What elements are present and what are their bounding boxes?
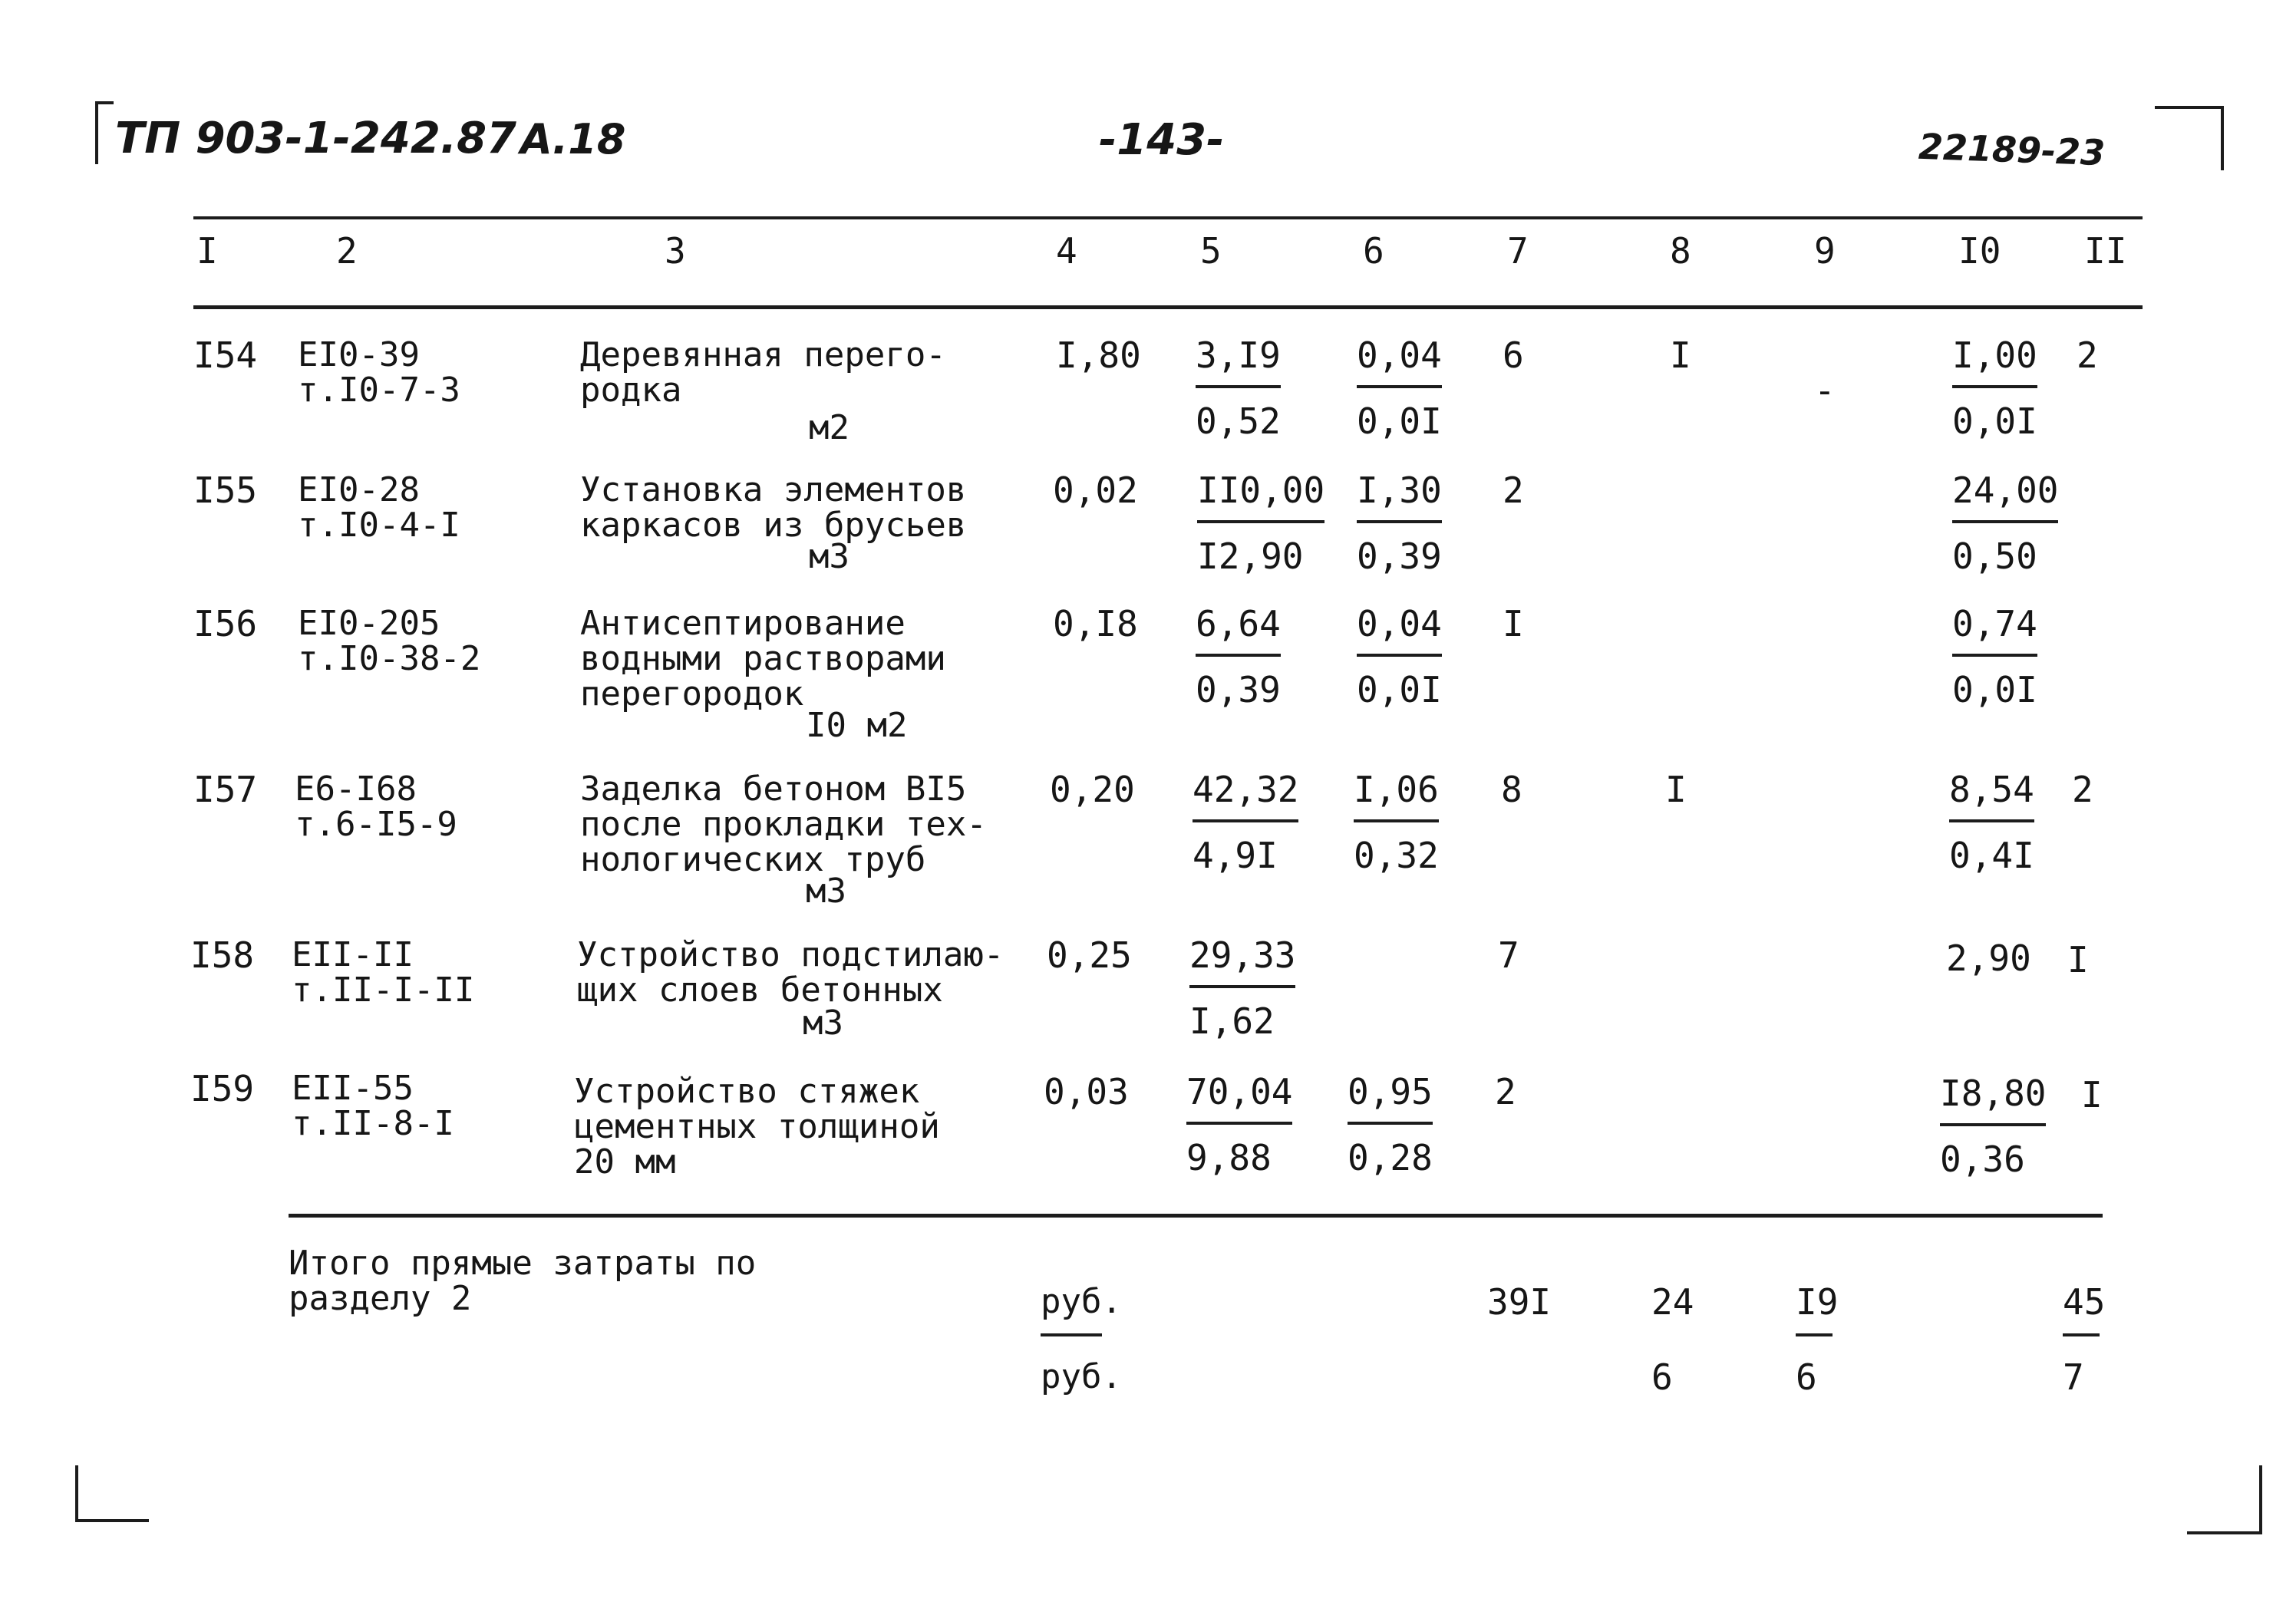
total-col9-top: I9 xyxy=(1796,1281,1839,1323)
norm-table-ref: т.6-I5-9 xyxy=(295,805,457,844)
col7-value: I xyxy=(1503,603,1524,644)
norm-table-ref: т.I0-4-I xyxy=(298,506,460,545)
row-number: I56 xyxy=(193,603,258,644)
norm-code: EII-II xyxy=(292,935,414,974)
work-description: Деревянная перего- родка xyxy=(580,335,946,410)
col7-value: 2 xyxy=(1503,470,1524,511)
measure-unit: м3 xyxy=(803,1004,843,1043)
total-col8-bottom: 6 xyxy=(1651,1356,1673,1398)
total-col9-bottom: 6 xyxy=(1796,1356,1817,1398)
col10-fraction: 8,54 0,4I xyxy=(1949,769,2034,876)
col7-value: 2 xyxy=(1495,1071,1516,1112)
header-bottom-rule xyxy=(193,305,2143,309)
archive-number: 22189-23 xyxy=(1918,125,2106,174)
total-unit-sep xyxy=(1041,1333,1102,1336)
work-description: Установка элементов каркасов из брусьев xyxy=(580,470,967,545)
work-description: Антисептирование водными растворами перегородок xyxy=(580,604,946,714)
col6-fraction: I,06 0,32 xyxy=(1354,769,1439,876)
norm-code: EI0-39 xyxy=(298,335,420,374)
row-number: I54 xyxy=(193,335,258,376)
frame-corner-bottom-left xyxy=(75,1465,78,1521)
quantity: 0,20 xyxy=(1050,769,1135,810)
header-top-rule xyxy=(193,216,2143,219)
col10-fraction: 0,74 0,0I xyxy=(1952,603,2037,710)
row-number: I59 xyxy=(190,1068,255,1109)
norm-table-ref: т.II-8-I xyxy=(292,1104,454,1143)
col11-value: I xyxy=(2081,1074,2103,1116)
total-col9-sep xyxy=(1796,1333,1833,1336)
quantity: 0,I8 xyxy=(1053,603,1138,644)
col-header-2: 2 xyxy=(336,230,358,272)
col-header-8: 8 xyxy=(1670,230,1691,272)
quantity: 0,25 xyxy=(1047,934,1132,976)
row-number: I55 xyxy=(193,470,258,511)
row-number: I57 xyxy=(193,769,258,810)
col11-value: 2 xyxy=(2072,769,2093,810)
unit-cost-fraction: 70,04 9,88 xyxy=(1186,1071,1293,1178)
album-number: А.18 xyxy=(520,115,626,163)
col-header-1: I xyxy=(196,230,218,272)
work-description: Заделка бетоном BI5 после прокладки тех- нологических труб xyxy=(580,770,987,879)
frame-corner-top-left-h xyxy=(95,101,114,104)
unit-cost-fraction: II0,00 I2,90 xyxy=(1197,470,1325,577)
norm-code: EII-55 xyxy=(292,1069,414,1108)
col-header-6: 6 xyxy=(1363,230,1384,272)
col-header-7: 7 xyxy=(1507,230,1529,272)
norm-table-ref: т.I0-38-2 xyxy=(298,639,481,678)
row-number: I58 xyxy=(190,934,255,976)
total-unit-top: руб. xyxy=(1041,1282,1122,1321)
col11-value: I xyxy=(2067,939,2089,980)
col9-value: - xyxy=(1814,370,1836,411)
measure-unit: I0 м2 xyxy=(806,706,908,745)
frame-corner-top-right-v xyxy=(2221,106,2224,170)
measure-unit: м3 xyxy=(809,537,849,576)
col10-fraction: 24,00 0,50 xyxy=(1952,470,2059,577)
total-col11-sep xyxy=(2063,1333,2100,1336)
page-number: -143- xyxy=(1099,115,1225,165)
col-header-10: I0 xyxy=(1958,230,2001,272)
measure-unit: м3 xyxy=(806,872,846,911)
unit-cost-fraction: 29,33 I,62 xyxy=(1189,934,1296,1042)
col6-fraction: 0,95 0,28 xyxy=(1348,1071,1433,1178)
col10-fraction: I,00 0,0I xyxy=(1952,335,2037,442)
norm-code: EI0-28 xyxy=(298,470,420,509)
quantity: 0,02 xyxy=(1053,470,1138,511)
document-code: ТП 903-1-242.87 xyxy=(115,114,517,163)
total-col11-top: 45 xyxy=(2063,1281,2106,1323)
norm-code: E6-I68 xyxy=(295,770,417,809)
norm-code: EI0-205 xyxy=(298,604,440,643)
col7-value: 8 xyxy=(1501,769,1522,810)
unit-cost-fraction: 3,I9 0,52 xyxy=(1196,335,1281,442)
col6-fraction: 0,04 0,0I xyxy=(1357,603,1442,710)
frame-corner-top-left xyxy=(95,103,98,164)
col-header-3: 3 xyxy=(665,230,686,272)
col8-value: I xyxy=(1665,769,1687,810)
total-col8-top: 24 xyxy=(1651,1281,1694,1323)
total-label: Итого прямые затраты по разделу 2 xyxy=(289,1244,757,1318)
col10-value: 2,90 xyxy=(1946,938,2031,979)
measure-unit: м2 xyxy=(809,408,849,447)
frame-corner-bottom-right xyxy=(2187,1531,2262,1534)
frame-corner-bottom-left-h xyxy=(75,1519,149,1522)
col6-fraction: I,30 0,39 xyxy=(1357,470,1442,577)
col-header-5: 5 xyxy=(1200,230,1222,272)
norm-table-ref: т.I0-7-3 xyxy=(298,371,460,410)
unit-cost-fraction: 6,64 0,39 xyxy=(1196,603,1281,710)
work-description: Устройство подстилаю- щих слоев бетонных xyxy=(577,935,1004,1010)
quantity: I,80 xyxy=(1056,335,1141,376)
col7-value: 7 xyxy=(1498,934,1519,976)
col8-value: I xyxy=(1670,335,1691,376)
total-col11-bottom: 7 xyxy=(2063,1356,2084,1398)
col11-value: 2 xyxy=(2077,335,2098,376)
frame-corner-bottom-right-v xyxy=(2259,1465,2262,1534)
quantity: 0,03 xyxy=(1044,1071,1129,1112)
col6-fraction: 0,04 0,0I xyxy=(1357,335,1442,442)
unit-cost-fraction: 42,32 4,9I xyxy=(1193,769,1299,876)
col-header-4: 4 xyxy=(1056,230,1077,272)
work-description: Устройство стяжек цементных толщиной 20 мм xyxy=(574,1072,940,1182)
col-header-9: 9 xyxy=(1814,230,1836,272)
norm-table-ref: т.II-I-II xyxy=(292,971,475,1010)
total-col7: 39I xyxy=(1487,1281,1552,1323)
total-separator-rule xyxy=(289,1214,2103,1218)
frame-corner-top-right xyxy=(2155,106,2224,109)
col10-fraction: I8,80 0,36 xyxy=(1940,1073,2047,1180)
total-unit-bottom: руб. xyxy=(1041,1357,1122,1396)
col7-value: 6 xyxy=(1503,335,1524,376)
col-header-11: II xyxy=(2084,230,2127,272)
